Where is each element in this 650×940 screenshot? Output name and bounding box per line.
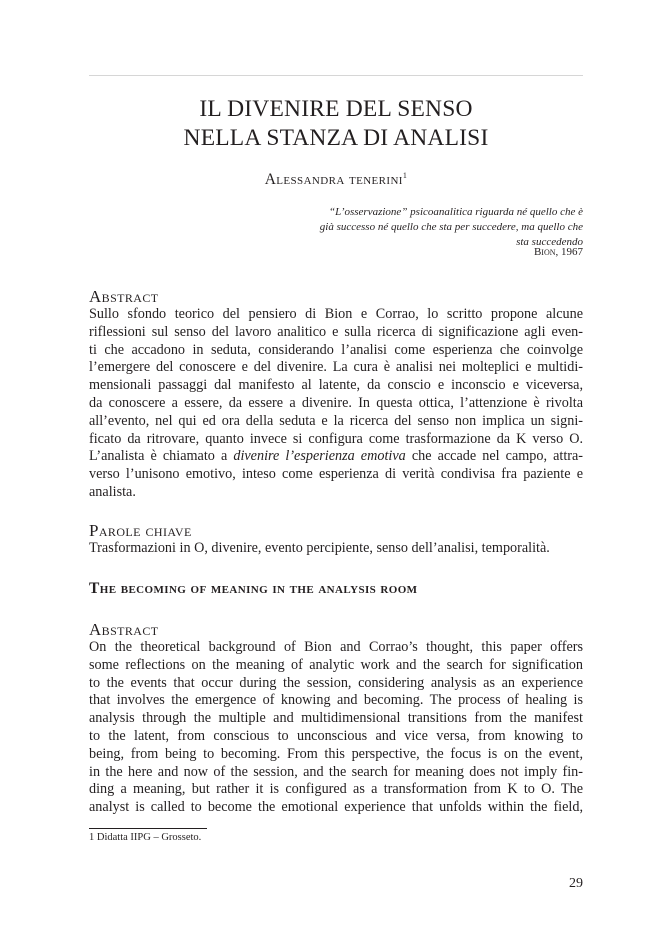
abstract-it-line: ti che accadono in seduta, considerando l’analisi come esperienza che coinvolge	[89, 341, 583, 358]
abstract-it-line: Sullo sfondo teorico del pensiero di Bion e Corrao, lo scritto propone alcune	[89, 306, 583, 322]
footnote-marker: 1	[402, 171, 408, 180]
abstract-en-line: to the latent, from conscious to unconscious and vice versa, from knowing to	[89, 727, 583, 744]
abstract-it-line: l’emergere del conoscere e del divenire. La cura è analisi nei molteplici e multidi-	[89, 359, 583, 376]
abstract-en-line: to the events that occur during the session, considering analysis as an experience	[89, 674, 583, 691]
abstract-en-line: ding a meaning, but rather it is configured as a transformation from K to O. The	[89, 781, 583, 798]
abstract-it-line-with-emphasis	[89, 448, 583, 466]
abstract-en-line: that involves the emergence of knowing and becoming. The process of healing is	[89, 692, 583, 709]
abstract-en-line: analysis through the multiple and multidimensional transitions from the manifest	[89, 710, 583, 727]
abstract-en-line: On the theoretical background of Bion and Corrao’s thought, this paper offers	[89, 639, 583, 655]
keywords-line: Trasformazioni in O, divenire, evento percipiente, senso dell’analisi, temporalità.	[89, 540, 550, 556]
abstract-it-line: analista.	[89, 483, 136, 500]
footnote-rule	[89, 828, 207, 829]
keywords-text	[89, 540, 583, 558]
epigraph-line-3: sta succedendo	[516, 236, 583, 248]
abstract-it-line: verso l’unisono emotivo, inteso come esperienza di verità condivisa fra paziente e	[89, 466, 583, 483]
abstract-it-line: da conoscere a essere, da essere a divenire. In questa ottica, l’attenzione è rivolta	[89, 394, 583, 411]
abstract-it-line: mensionali passaggi dal manifesto al latente, da conscio e inconscio e viceversa,	[89, 377, 583, 394]
article-title-line-1: IL DIVENIRE DEL SENSO	[199, 96, 473, 122]
author-name	[89, 171, 583, 189]
english-title: The becoming of meaning in the analysis room	[89, 580, 418, 597]
footnote: 1 Didatta IIPG – Grosseto.	[89, 832, 202, 843]
abstract-en-line: being, from being to becoming. From this perspective, the focus is on the event,	[89, 745, 583, 762]
header-rule	[89, 75, 583, 76]
abstract-it-emphasis: divenire l’esperienza emotiva	[233, 448, 406, 465]
abstract-it-line: riflessioni sul senso del lavoro analitico e sulla ricerca di significazione agli even-	[89, 323, 583, 340]
article-title-line-2: NELLA STANZA DI ANALISI	[183, 125, 489, 151]
abstract-en-line: some reflections on the meaning of analytic work and the search for signification	[89, 656, 583, 673]
abstract-en-line: in the here and now of the session, and the search for meaning does not imply fin-	[89, 763, 583, 780]
abstract-en-line: analyst is called to become the emotional experience that unfolds within the field,	[89, 799, 583, 816]
abstract-it-body	[89, 306, 583, 502]
abstract-it-heading: Abstract	[89, 287, 159, 306]
epigraph-line-1: “L’osservazione” psicoanalitica riguarda né quello che è	[329, 206, 583, 218]
epigraph-source: Bion, 1967	[533, 246, 583, 258]
page-number: 29	[569, 876, 583, 891]
abstract-en-heading: Abstract	[89, 620, 159, 639]
epigraph-line-2: già successo né quello che sta per succedere, ma quello che	[319, 221, 583, 233]
abstract-it-line-part: che accade nel campo, attra-	[411, 448, 584, 465]
author-name-text: Alessandra tenerini	[264, 171, 403, 189]
abstract-en-body	[89, 639, 583, 817]
epigraph	[303, 205, 583, 250]
abstract-it-line-part: L’analista è chiamato a	[89, 448, 228, 465]
abstract-it-line: all’evento, nel qui ed ora della seduta e la ricerca del senso non implica un signi-	[89, 412, 583, 429]
abstract-it-line: ficato da ritrovare, quanto invece si configura come trasformazione da K verso O.	[89, 430, 583, 447]
keywords-heading: Parole chiave	[89, 521, 192, 540]
